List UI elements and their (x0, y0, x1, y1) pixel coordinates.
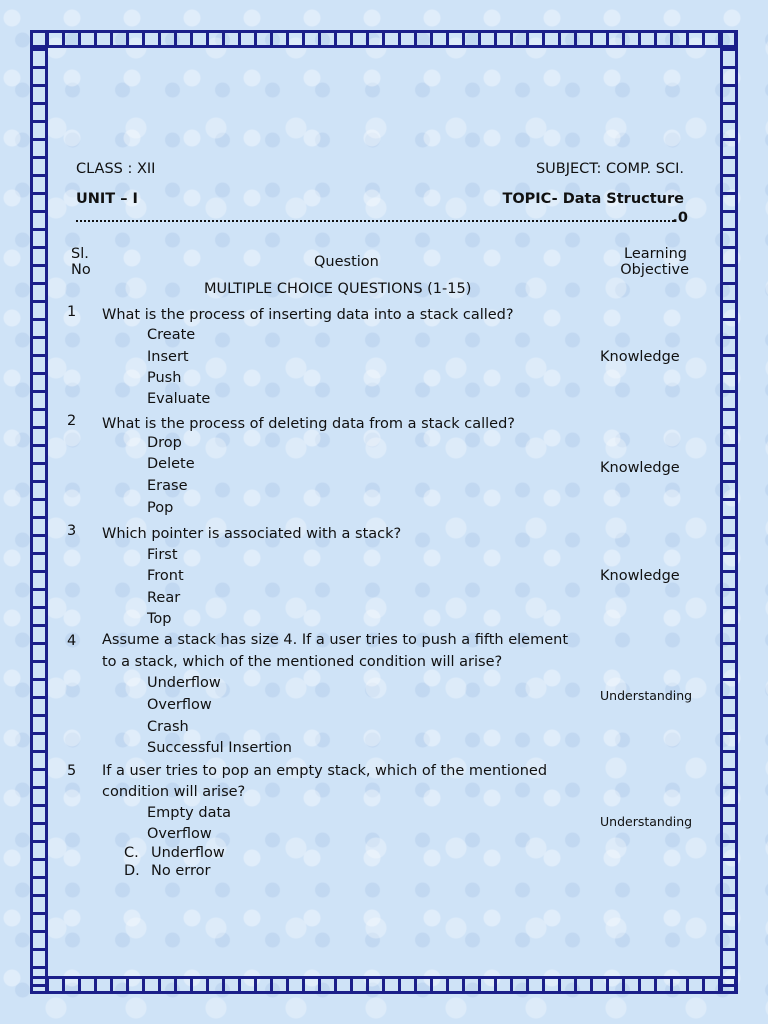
learning-objective: Knowledge (600, 349, 680, 365)
objective-header-line1: Learning (624, 246, 687, 262)
border-top (30, 30, 738, 48)
question-text: Which pointer is associated with a stack? (102, 526, 402, 542)
border-left (30, 30, 48, 994)
question-text-line2: to a stack, which of the mentioned condition will arise? (102, 654, 503, 670)
option: Push (147, 370, 182, 386)
option: Crash (147, 719, 189, 735)
sl-no-header-line1: Sl. (71, 246, 89, 262)
question-number: 1 (67, 304, 77, 320)
question-text: What is the process of deleting data from a stack called? (102, 416, 515, 432)
option: Pop (147, 500, 174, 516)
question-text-line2: condition will arise? (102, 784, 246, 800)
question-text: Assume a stack has size 4. If a user tries to push a fifth element (102, 632, 569, 648)
option: Empty data (147, 805, 232, 821)
option: Evaluate (147, 391, 211, 407)
class-label: CLASS : XII (76, 161, 156, 177)
border-right (720, 30, 738, 994)
border-bottom (30, 976, 738, 994)
option-letter: C. (124, 845, 139, 861)
objective-header-line2: Objective (620, 262, 689, 278)
question-number: 4 (67, 633, 77, 649)
option: Erase (147, 478, 188, 494)
question-number: 2 (67, 413, 77, 429)
option: First (147, 547, 178, 563)
option: Top (147, 611, 172, 627)
dotted-separator (76, 210, 674, 222)
learning-objective: Understanding (600, 814, 693, 829)
option: Underflow (147, 675, 221, 691)
option: Rear (147, 590, 181, 606)
question-number: 5 (67, 763, 77, 779)
option: Front (147, 568, 184, 584)
section-title: MULTIPLE CHOICE QUESTIONS (1-15) (204, 281, 472, 297)
question-text: What is the process of inserting data into a stack called? (102, 307, 514, 323)
option: Delete (147, 456, 195, 472)
topic-label: TOPIC- Data Structure (502, 191, 684, 207)
option: Drop (147, 435, 182, 451)
unit-label: UNIT – I (76, 191, 138, 207)
option: Underflow (151, 845, 225, 861)
sl-no-header-line2: No (71, 262, 91, 278)
option: Overflow (147, 826, 212, 842)
question-number: 3 (67, 523, 77, 539)
option: Successful Insertion (147, 740, 292, 756)
option: Create (147, 327, 196, 343)
option: Overflow (147, 697, 212, 713)
option: No error (151, 863, 211, 879)
subject-label: SUBJECT: COMP. SCI. (535, 161, 684, 177)
question-header: Question (314, 254, 379, 270)
option: Insert (147, 349, 189, 365)
option-letter: D. (124, 863, 140, 879)
question-text: If a user tries to pop an empty stack, which of the mentioned (102, 763, 548, 779)
learning-objective: Understanding (600, 688, 693, 703)
learning-objective: Knowledge (600, 460, 680, 476)
learning-objective: Knowledge (600, 568, 680, 584)
dotline-end: .0 (672, 210, 688, 226)
